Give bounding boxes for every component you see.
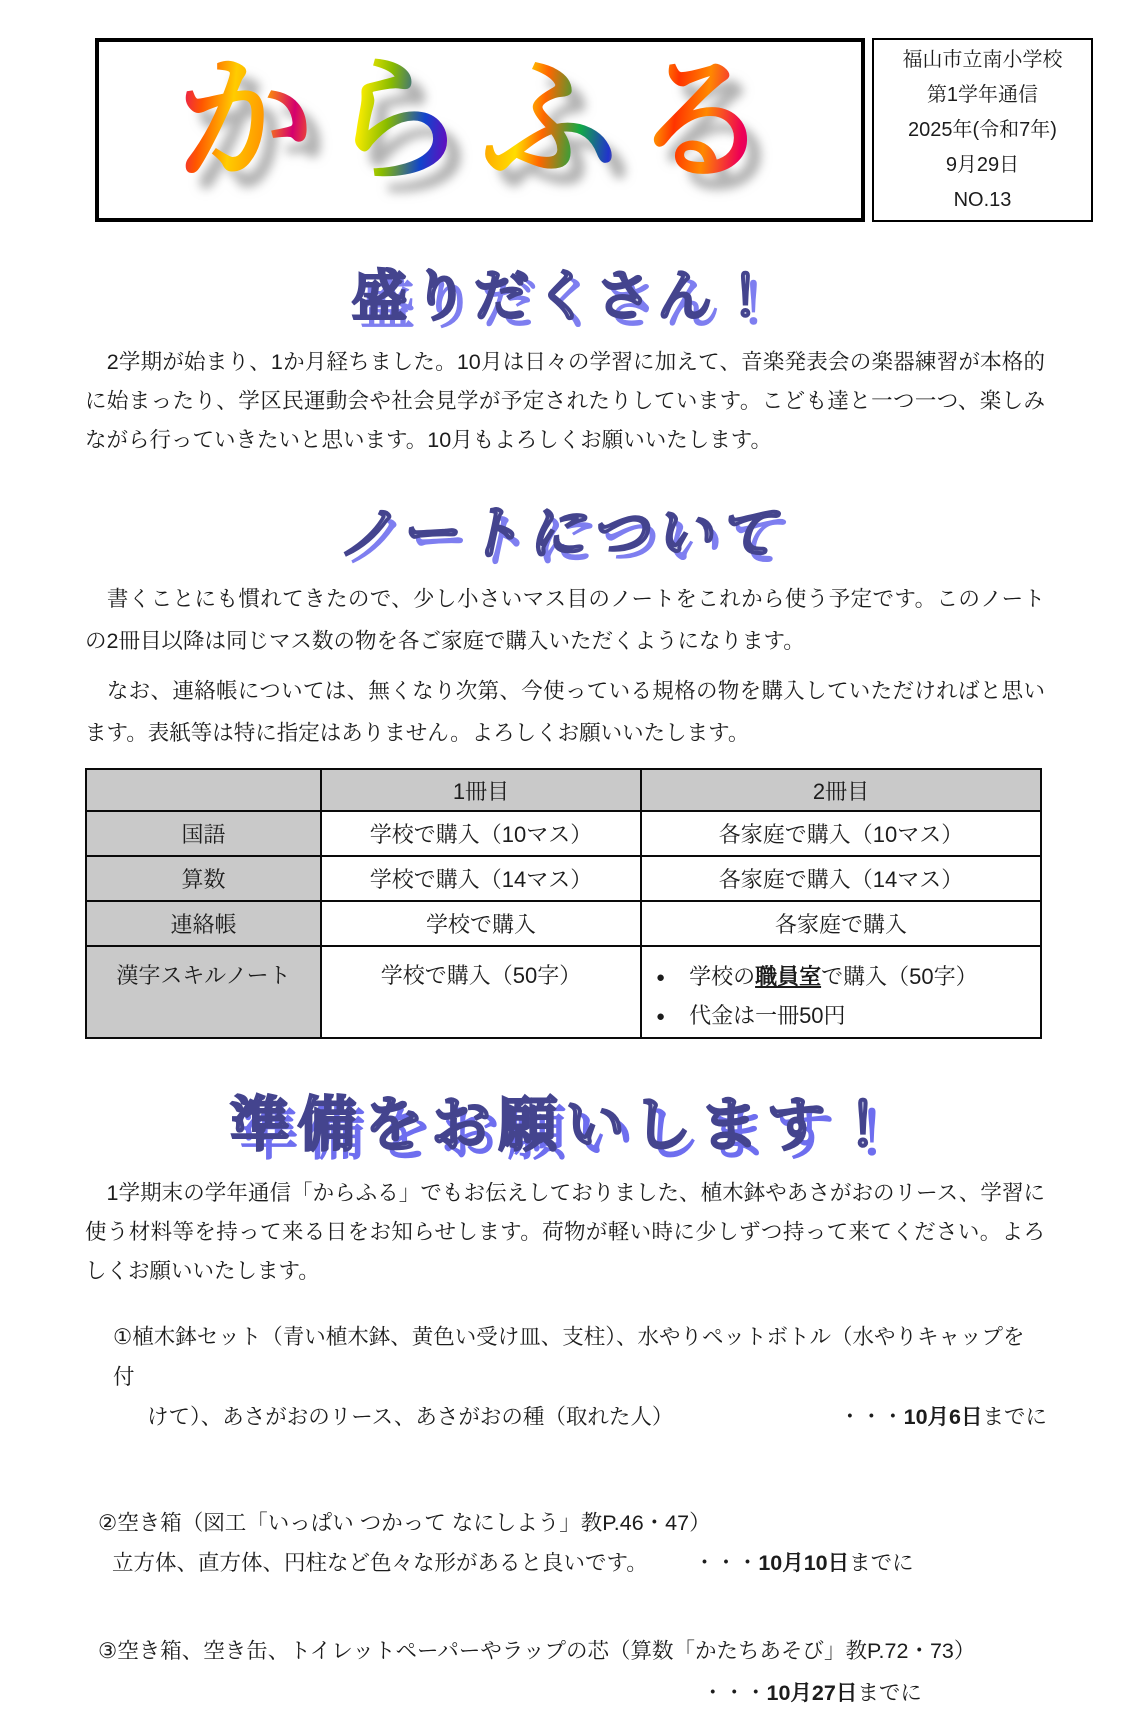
issue-year: 2025年(令和7年): [908, 118, 1057, 141]
row-book1-cell: 学校で購入（10マス）: [321, 811, 641, 856]
deadline-3: [702, 1673, 1045, 1713]
heading-preparation: 準備をお願いします！: [230, 1092, 901, 1158]
bullet-item: [656, 959, 1034, 998]
issue-date: 9月29日: [945, 153, 1020, 176]
paragraph-notes-2: なお、連絡帳については、無くなり次第、今使っている規格の物を購入していただければと思います。表紙等は特に指定はありません。よろしくお願いいたします。: [85, 679, 1045, 745]
issue-info-box: [872, 38, 1093, 222]
prep-item-2-line1: ②空き箱（図工「いっぱい つかって なにしよう」教P.46・47）: [98, 1511, 711, 1535]
row-label: 算数: [86, 856, 321, 901]
bullet-icon: ●: [656, 969, 666, 986]
prep-item-1-line2: けて）、あさがおのリース、あさがおの種（取れた人） ・・・10月6日までに: [147, 1397, 1045, 1437]
table-row-kanji-skill: [86, 946, 1041, 1038]
deadline-dots: ・・・: [693, 1551, 759, 1575]
row-book2-cell: 各家庭で購入（14マス）: [641, 856, 1041, 901]
row-book2-cell: 各家庭で購入: [641, 901, 1041, 946]
issue-number: NO.13: [953, 188, 1012, 211]
paragraph-notes-1: 書くことにも慣れてきたので、少し小さいマス目のノートをこれから使う予定です。このノートの2冊目以降は同じマス数の物を各ご家庭で購入いただくようになります。: [85, 587, 1045, 653]
deadline-suffix: までに: [982, 1405, 1047, 1429]
emphasized-word: 職員室: [755, 964, 822, 989]
deadline-date: 10月27日: [766, 1681, 858, 1705]
deadline-dots: ・・・: [839, 1405, 904, 1429]
deadline-2: [694, 1543, 914, 1583]
table-row-sansuu: [86, 856, 1041, 901]
row-book2-cell: 各家庭で購入（10マス）: [641, 811, 1041, 856]
row-book1-cell: 学校で購入（50字）: [321, 946, 641, 1038]
bullet-icon: ●: [656, 1008, 666, 1025]
paragraph-preparation: 1学期末の学年通信「からふる」でもお伝えしておりました、植木鉢やあさがおのリース、学習に使う材料等を持って来る日をお知らせします。荷物が軽い時に少しずつ持って来てください。よろしくお願いいたします。: [85, 1181, 1045, 1283]
deadline-suffix: までに: [849, 1551, 914, 1575]
deadline-suffix: までに: [857, 1681, 922, 1705]
deadline-date: 10月10日: [758, 1551, 850, 1575]
newsletter-title: からふる: [176, 52, 784, 208]
row-label: 国語: [86, 811, 321, 856]
row-label: 漢字スキルノート: [86, 946, 321, 1038]
masthead: [95, 38, 1093, 222]
prep-item-3-line1: ③空き箱、空き缶、トイレットペーパーやラップの芯（算数「かたちあそび」教P.72・73）: [98, 1639, 976, 1663]
deadline-dots: ・・・: [702, 1681, 767, 1705]
heading-notes: ノートについて: [334, 501, 794, 566]
prep-item-2-line2: 立方体、直方体、円柱など色々な形があると良いです。 ・・・10月10日までに: [112, 1543, 1045, 1583]
paragraph-moridakusan: 2学期が始まり、1か月経ちました。10月は日々の学習に加えて、音楽発表会の楽器練習が本格的に始まったり、学区民運動会や社会見学が予定されたりしています。こども達と一つ一つ、楽しみながら行っていきたいと思います。10月もよろしくお願いいたします。: [85, 350, 1045, 452]
row-book2-bullet-cell: [641, 946, 1041, 1038]
school-name: 福山市立南小学校: [902, 48, 1063, 71]
issue-label: 第1学年通信: [926, 83, 1039, 106]
heading-moridakusan: 盛りだくさん！: [351, 265, 779, 327]
bullet-item: [656, 998, 1034, 1037]
table-header-row: [86, 769, 1041, 811]
table-row-renrakuchou: [86, 901, 1041, 946]
notebook-table: [85, 768, 1042, 1039]
row-label: 連絡帳: [86, 901, 321, 946]
table-header-empty: [86, 769, 321, 811]
preparation-list: [85, 1317, 1045, 1713]
newsletter-logo-box: [95, 38, 865, 222]
prep-item-2: [85, 1503, 1045, 1583]
prep-item-3: [85, 1631, 1045, 1713]
prep-item-1-line1: ①植木鉢セット（青い植木鉢、黄色い受け皿、支柱）、水やりペットボトル（水やりキャップを付: [113, 1325, 1025, 1389]
bullet-text: 代金は一冊50円: [689, 1003, 846, 1028]
bullet-text: 学校の職員室で購入（50字）: [689, 964, 978, 989]
prep-item-1: [85, 1317, 1045, 1437]
table-header-book2: 2冊目: [641, 769, 1041, 811]
deadline-date: 10月6日: [903, 1405, 983, 1429]
table-row-kokugo: [86, 811, 1041, 856]
row-book1-cell: 学校で購入（14マス）: [321, 856, 641, 901]
table-header-book1: 1冊目: [321, 769, 641, 811]
deadline-1: [839, 1397, 1047, 1437]
row-book1-cell: 学校で購入: [321, 901, 641, 946]
